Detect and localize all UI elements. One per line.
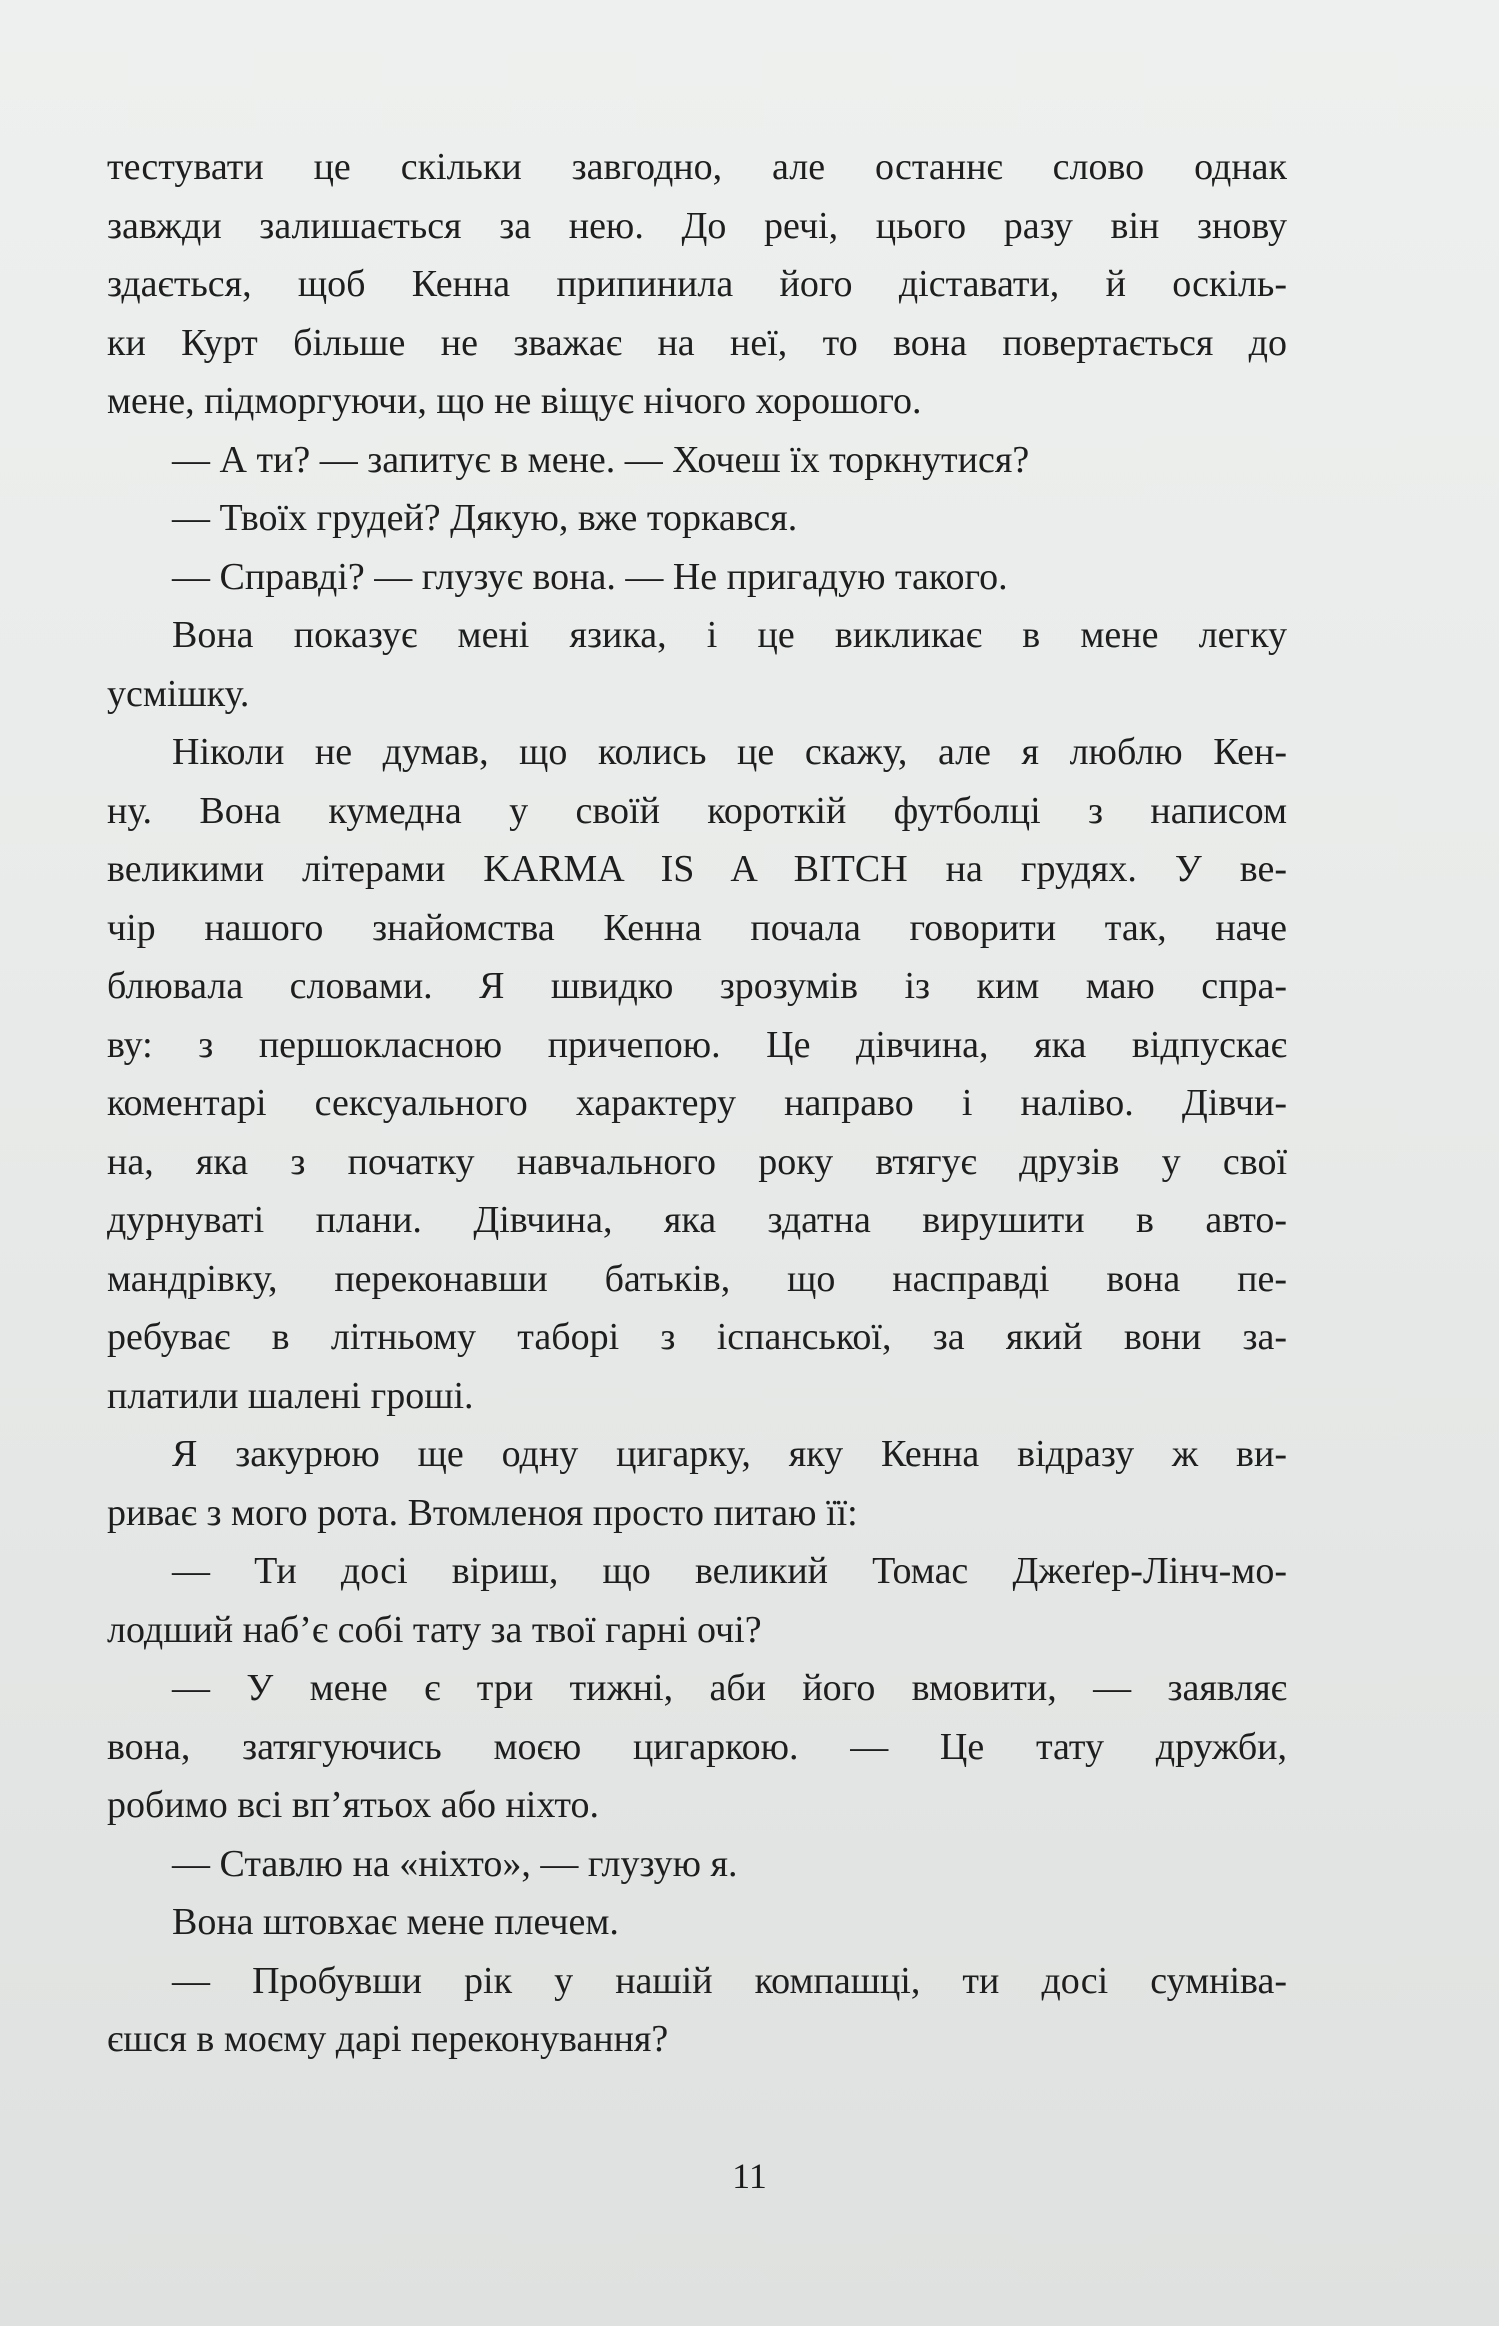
text-line: Я закурюю ще одну цигарку, яку Кенна відразу ж ви- xyxy=(172,1433,1287,1475)
text-line: здається, щоб Кенна припинила його діставати, й оскіль- xyxy=(107,263,1287,305)
text-line: чір нашого знайомства Кенна почала говорити так, наче xyxy=(107,906,1287,949)
text-line: Ніколи не думав, що колись це скажу, але я люблю Кен- xyxy=(172,731,1287,773)
body-text xyxy=(107,138,1287,2069)
text-line: — Твоїх грудей? Дякую, вже торкався. xyxy=(172,497,798,539)
text-line: ребуває в літньому таборі з іспанської, за який вони за- xyxy=(107,1316,1287,1358)
text-line: усмішку. xyxy=(107,672,250,715)
text-line: дурнуваті плани. Дівчина, яка здатна вирушити в авто- xyxy=(107,1199,1287,1241)
text-line: мандрівку, переконавши батьків, що насправді вона пе- xyxy=(107,1257,1287,1300)
text-line: на, яка з початку навчального року втягує друзів у свої xyxy=(107,1140,1287,1183)
text-line: риває з мого рота. Втомленоя просто питаю її: xyxy=(107,1491,858,1534)
text-line: — А ти? — запитує в мене. — Хочеш їх торкнутися? xyxy=(172,438,1030,481)
text-line: Вона штовхає мене плечем. xyxy=(172,1901,619,1943)
text-line: ву: з першокласною причепою. Це дівчина, яка відпускає xyxy=(107,1023,1287,1066)
text-line: тестувати це скільки завгодно, але останнє слово однак xyxy=(107,146,1287,188)
text-line: — Ставлю на «ніхто», — глузую я. xyxy=(172,1842,738,1885)
text-line: робимо всі вп’ятьох або ніхто. xyxy=(107,1784,600,1826)
text-line: ки Курт більше не зважає на неї, то вона повертається до xyxy=(107,321,1287,364)
text-line: великими літерами KARMA IS A BITCH на грудях. У ве- xyxy=(107,848,1287,890)
text-line: мене, підморгуючи, що не віщує нічого хорошого. xyxy=(107,380,922,422)
page-number: 11 xyxy=(732,2156,767,2196)
text-line: — Справді? — глузує вона. — Не пригадую такого. xyxy=(172,555,1008,598)
text-line: ну. Вона кумедна у своїй короткій футболці з написом xyxy=(107,789,1287,832)
text-line: коментарі сексуального характеру направо і наліво. Дівчи- xyxy=(107,1082,1287,1124)
text-line: лодший наб’є собі тату за твої гарні очі? xyxy=(107,1608,762,1651)
text-line: єшся в моєму дарі переконування? xyxy=(107,2018,669,2060)
text-line: завжди залишається за нею. До речі, цього разу він знову xyxy=(107,204,1287,247)
text-line: платили шалені гроші. xyxy=(107,1374,474,1417)
text-line: — У мене є три тижні, аби його вмовити, — заявляє xyxy=(172,1667,1287,1709)
text-line: вона, затягуючись моєю цигаркою. — Це тату дружби, xyxy=(107,1725,1287,1768)
text-line: Вона показує мені язика, і це викликає в мене легку xyxy=(172,614,1287,656)
text-line: блювала словами. Я швидко зрозумів із ким маю спра- xyxy=(107,965,1287,1007)
text-line: — Пробувши рік у нашій компашці, ти досі сумніва- xyxy=(172,1959,1287,2002)
text-line: — Ти досі віриш, що великий Томас Джеґер-Лінч-мо- xyxy=(172,1550,1287,1592)
